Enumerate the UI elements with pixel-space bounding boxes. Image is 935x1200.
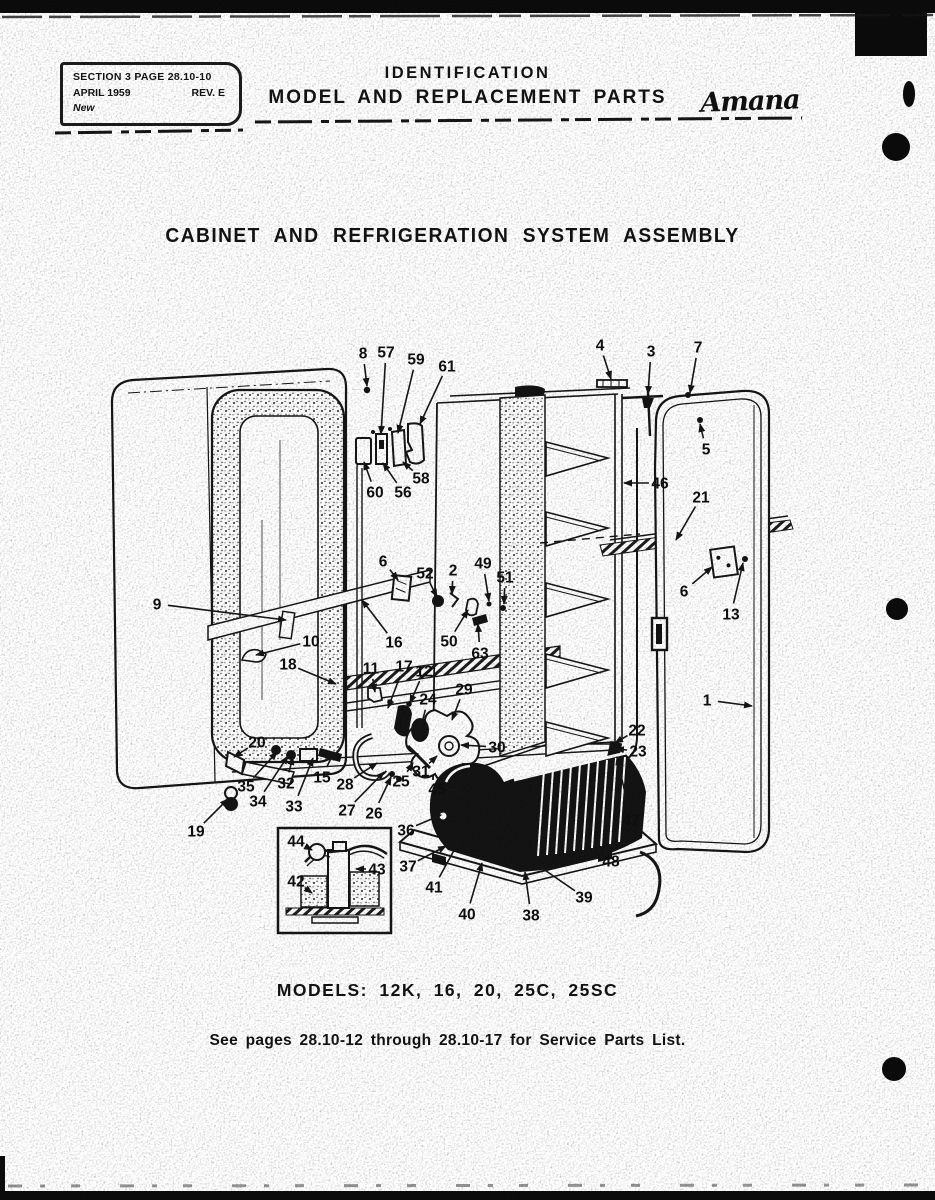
callout-56: 56 — [394, 484, 412, 502]
callout-48: 48 — [602, 853, 620, 871]
callout-32: 32 — [277, 775, 295, 793]
callout-36: 36 — [397, 822, 415, 840]
leader-line-51 — [504, 588, 505, 604]
callout-63: 63 — [471, 645, 489, 663]
callout-59: 59 — [407, 351, 425, 369]
callout-5: 5 — [701, 441, 711, 459]
callout-4: 4 — [595, 337, 605, 355]
callout-1: 1 — [702, 692, 712, 710]
callout-15: 15 — [313, 769, 331, 787]
callout-31: 31 — [412, 763, 430, 781]
callout-17: 17 — [395, 658, 413, 676]
callout-40: 40 — [458, 906, 476, 924]
callout-51: 51 — [496, 569, 514, 587]
models-line: MODELS: 12K, 16, 20, 25C, 25SC — [276, 980, 619, 1000]
callout-60: 60 — [366, 484, 384, 502]
callout-27: 27 — [338, 802, 356, 820]
callout-20: 20 — [248, 734, 266, 752]
callout-10: 10 — [302, 633, 320, 651]
callout-6: 6 — [378, 553, 388, 571]
callout-9: 9 — [152, 596, 162, 614]
leader-line-45 — [448, 789, 463, 790]
amana-logo: Amana — [699, 84, 801, 119]
callout-37: 37 — [399, 858, 417, 876]
callout-61: 61 — [438, 358, 456, 376]
callout-18: 18 — [279, 656, 297, 674]
title-identification: IDENTIFICATION — [384, 64, 551, 82]
callout-19: 19 — [187, 823, 205, 841]
callout-25: 25 — [392, 773, 410, 791]
callout-45: 45 — [428, 781, 446, 799]
see-pages-note: See pages 28.10-12 through 28.10-17 for Service Parts List. — [209, 1032, 686, 1049]
leader-line-2 — [452, 581, 453, 594]
callout-47: 47 — [622, 812, 640, 830]
callout-50: 50 — [440, 633, 458, 651]
callout-26: 26 — [365, 805, 383, 823]
title-model-replacement-parts: MODEL AND REPLACEMENT PARTS — [268, 86, 667, 108]
callout-7: 7 — [693, 339, 703, 357]
stamp-section-line: SECTION 3 PAGE 28.10-10 — [73, 71, 212, 83]
callout-13: 13 — [722, 606, 740, 624]
callout-57: 57 — [377, 344, 395, 362]
callout-42: 42 — [287, 873, 305, 891]
callout-29: 29 — [455, 681, 473, 699]
stamp-status: New — [73, 102, 95, 114]
callout-34: 34 — [249, 793, 267, 811]
callout-30: 30 — [488, 739, 506, 757]
callout-38: 38 — [522, 907, 540, 925]
callout-46: 46 — [651, 475, 669, 493]
callout-35: 35 — [237, 778, 255, 796]
callout-43: 43 — [368, 861, 386, 879]
leader-line-23 — [616, 749, 627, 750]
callout-24: 24 — [419, 691, 437, 709]
callout-16: 16 — [385, 634, 403, 652]
callout-2: 2 — [448, 562, 458, 580]
callout-52: 52 — [416, 565, 434, 583]
callout-28: 28 — [336, 776, 354, 794]
callout-58: 58 — [412, 470, 430, 488]
callout-23: 23 — [629, 743, 647, 761]
callout-6: 6 — [679, 583, 689, 601]
stamp-rev: REV. E — [191, 87, 225, 99]
stamp-date: APRIL 1959 — [73, 87, 131, 99]
callout-22: 22 — [628, 722, 646, 740]
callout-44: 44 — [287, 833, 305, 851]
callout-3: 3 — [646, 343, 656, 361]
figure-title: CABINET AND REFRIGERATION SYSTEM ASSEMBLY — [165, 225, 740, 247]
callout-21: 21 — [692, 489, 710, 507]
callout-49: 49 — [474, 555, 492, 573]
callout-12: 12 — [415, 663, 433, 681]
callout-33: 33 — [285, 798, 303, 816]
callout-41: 41 — [425, 879, 443, 897]
callout-11: 11 — [362, 660, 380, 678]
callout-39: 39 — [575, 889, 593, 907]
callout-8: 8 — [358, 345, 368, 363]
